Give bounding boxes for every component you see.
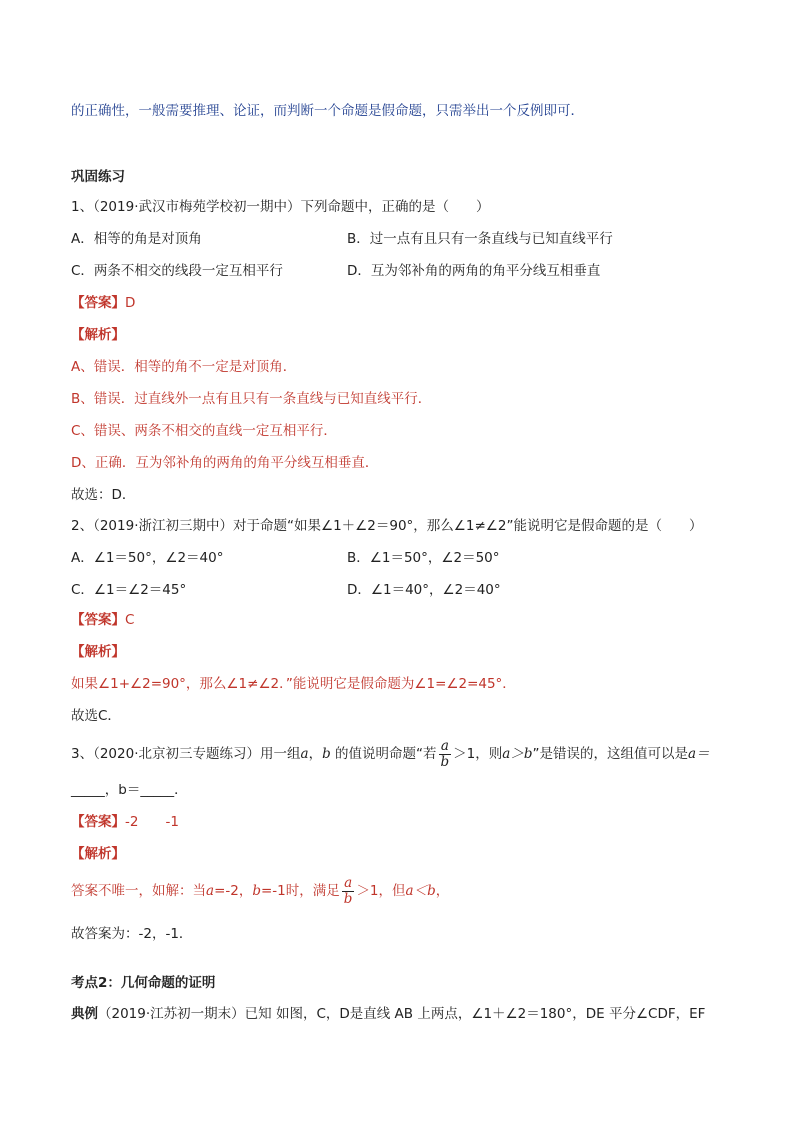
q1-analysis-line: C、错误、两条不相交的直线一定互相平行． <box>71 423 337 439</box>
q2-analysis-label: 【解析】 <box>71 644 125 660</box>
q3-analysis-a: a <box>206 883 215 899</box>
q2-option-d: D．∠1＝40°，∠2＝40° <box>347 582 501 598</box>
q3-analysis-fraction-num: a <box>342 876 355 892</box>
q3-analysis-end: ， <box>435 883 450 899</box>
example-label: 典例 <box>71 1006 98 1022</box>
q3-analysis <box>71 872 449 910</box>
q1-conclusion: 故选：D． <box>71 487 136 503</box>
q3-conclusion: 故答案为：-2，-1． <box>71 926 193 942</box>
q3-analysis-gt: ＞1，但 <box>356 883 406 899</box>
intro-line: 的正确性，一般需要推理、论证，而判断一个命题是假命题，只需举出一个反例即可． <box>71 103 584 119</box>
q2-option-b: B．∠1＝50°，∠2＝50° <box>347 550 500 566</box>
q3-answer <box>71 812 179 832</box>
q1-analysis-line: A、错误．相等的角不一定是对顶角． <box>71 359 297 375</box>
q3-stem-a-eq: a＝ <box>687 746 710 762</box>
q3-comma: ， <box>308 746 323 762</box>
q1-answer-value: D <box>125 295 136 311</box>
q1-option-c: C．两条不相交的线段一定互相平行 <box>71 263 283 279</box>
q3-b-eq: ，b＝ <box>104 782 141 798</box>
q3-stem-cmp: a＞b <box>502 746 533 762</box>
q3-analysis-eq1: =-2， <box>214 883 253 899</box>
kp2-title: 考点2：几何命题的证明 <box>71 975 216 991</box>
q1-option-a: A．相等的角是对顶角 <box>71 231 202 247</box>
q1-option-d: D．互为邻补角的两角的角平分线互相垂直 <box>347 263 601 279</box>
q1-analysis-line: D、正确．互为邻补角的两角的角平分线互相垂直． <box>71 455 379 471</box>
q3-analysis-label: 【解析】 <box>71 846 125 862</box>
q3-stem-post: ”是错误的，这组值可以是 <box>532 746 688 762</box>
q2-option-a: A．∠1＝50°，∠2＝40° <box>71 550 224 566</box>
q2-answer <box>71 610 134 630</box>
q3-analysis-fraction <box>342 876 355 907</box>
q1-answer-label: 【答案】 <box>71 295 125 311</box>
q3-blank-b: _____ <box>140 782 175 798</box>
q3-fraction-den: b <box>440 753 450 770</box>
q3-stem-gt: ＞1，则 <box>453 746 503 762</box>
q3-analysis-pre: 答案不唯一，如解：当 <box>71 883 206 899</box>
q1-stem: 1、（2019·武汉市梅苑学校初一期中）下列命题中，正确的是（ ） <box>71 199 490 215</box>
q3-analysis-eq2: =-1时，满足 <box>261 883 340 899</box>
q3-answer-value: -2 -1 <box>125 814 179 830</box>
q3-analysis-cmp: a＜b <box>405 883 436 899</box>
q3-answer-label: 【答案】 <box>71 814 125 830</box>
q3-stem-mid: 的值说明命题“若 <box>330 746 437 762</box>
q3-analysis-b: b <box>252 883 261 899</box>
q2-conclusion: 故选C． <box>71 708 121 724</box>
example-text: （2019·江苏初一期末）已知 如图，C，D是直线 AB 上两点，∠1＋∠2＝180°，DE 平分∠CDF，EF <box>98 1006 706 1022</box>
q3-blank-a: _____ <box>71 782 105 798</box>
q3-analysis-fraction-den: b <box>343 890 353 907</box>
q2-answer-value: C <box>125 612 135 628</box>
q1-analysis-label: 【解析】 <box>71 327 125 343</box>
q3-line2-end: ． <box>174 782 188 798</box>
q3-var-a: a <box>300 746 309 762</box>
section-title: 巩固练习 <box>71 169 125 185</box>
q3-fraction-num: a <box>439 739 452 755</box>
q3-fraction <box>439 739 452 770</box>
q1-answer <box>71 293 135 313</box>
q1-option-b: B．过一点有且只有一条直线与已知直线平行 <box>347 231 613 247</box>
q1-analysis-line: B、错误．过直线外一点有且只有一条直线与已知直线平行． <box>71 391 432 407</box>
example <box>71 1004 705 1024</box>
q2-stem: 2、（2019·浙江初三期中）对于命题“如果∠1＋∠2＝90°，那么∠1≠∠2”能说明它是假命题的是（ ） <box>71 518 703 534</box>
q2-analysis: 如果∠1+∠2=90°，那么∠1≠∠2．”能说明它是假命题为∠1=∠2=45°． <box>71 676 516 692</box>
q2-answer-label: 【答案】 <box>71 612 125 628</box>
q2-option-c: C．∠1＝∠2＝45° <box>71 582 187 598</box>
q3-stem <box>71 735 710 773</box>
q3-stem-pre: 3、（2020·北京初三专题练习）用一组 <box>71 746 301 762</box>
q3-stem-line2 <box>71 780 188 800</box>
q3-var-b: b <box>322 746 331 762</box>
